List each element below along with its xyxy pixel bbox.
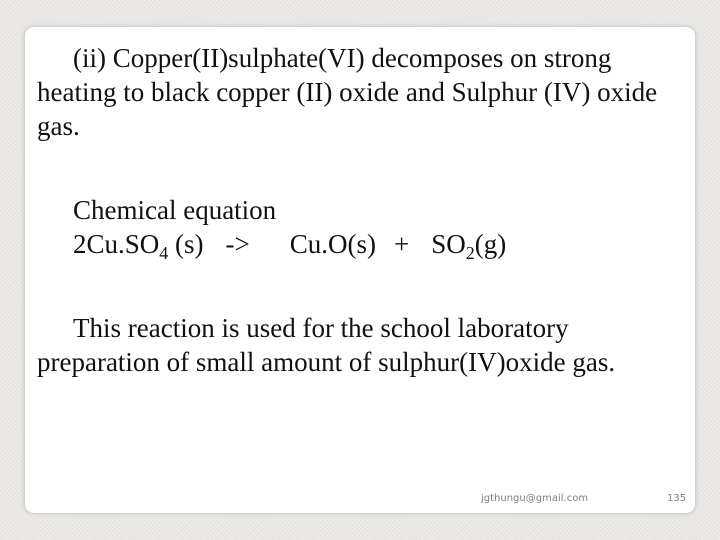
paragraph-lab-preparation-text: This reaction is used for the school laboratory preparation of small amount of sulphur(IV)oxide gas. [37, 313, 616, 377]
equation-line [37, 227, 677, 261]
paragraph-lab-preparation [37, 311, 677, 379]
slide-panel [24, 26, 696, 514]
reactant-state: (s) [175, 229, 204, 259]
product-sulphur-dioxide-subscript: 2 [465, 243, 475, 263]
page-number: 135 [667, 493, 687, 504]
reactant-formula: 2Cu.SO [73, 229, 160, 259]
paragraph-decomposition [37, 41, 677, 143]
equation-heading: Chemical equation [73, 195, 277, 225]
chemical-equation-block [37, 193, 677, 261]
product-sulphur-dioxide-state: (g) [474, 229, 507, 259]
reactant-subscript: 4 [159, 243, 169, 263]
product-sulphur-dioxide-formula: SO [431, 229, 466, 259]
product-copper-oxide: Cu.O(s) [289, 229, 376, 259]
footer-email: jgthungu@gmail.com [481, 493, 589, 504]
reaction-arrow: -> [225, 229, 250, 259]
paragraph-decomposition-text: (ii) Copper(II)sulphate(VI) decomposes on strong heating to black copper (II) oxide and Sulphur (IV) oxide gas. [37, 43, 658, 141]
plus-sign: + [394, 229, 410, 259]
